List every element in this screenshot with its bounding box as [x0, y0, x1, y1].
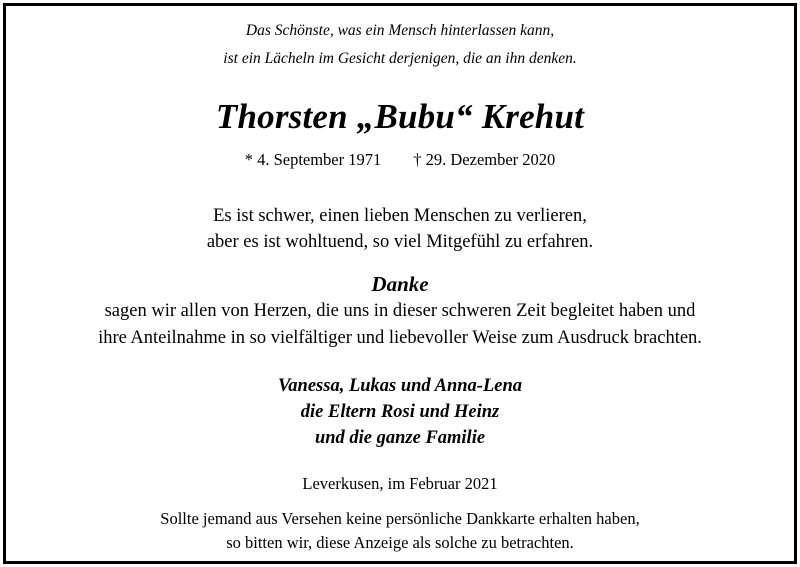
family-line-1: Vanessa, Lukas und Anna-Lena [278, 376, 522, 396]
motto-line-1: Das Schönste, was ein Mensch hinterlassen kann, [245, 22, 555, 39]
family-line-3: und die ganze Familie [314, 428, 486, 448]
death-date: † 29. Dezember 2020 [413, 150, 556, 169]
danke-heading: Danke [371, 272, 429, 296]
motto-line-2: ist ein Lächeln im Gesicht derjenigen, die an ihn denken. [223, 50, 577, 67]
obituary-card [3, 3, 797, 564]
note-line-2: so bitten wir, diese Anzeige als solche zu betrachten. [226, 533, 574, 552]
birth-date: * 4. September 1971 [244, 150, 382, 169]
deceased-name: Thorsten „Bubu“ Krehut [215, 97, 585, 136]
note-line-1: Sollte jemand aus Versehen keine persönliche Dankkarte erhalten haben, [160, 509, 640, 528]
message-line-2: aber es ist wohltuend, so viel Mitgefühl zu erfahren. [206, 232, 594, 252]
place-date: Leverkusen, im Februar 2021 [302, 474, 498, 493]
danke-text-line-1: sagen wir allen von Herzen, die uns in dieser schweren Zeit begleitet haben und [104, 301, 696, 321]
message-line-1: Es ist schwer, einen lieben Menschen zu verlieren, [213, 206, 587, 226]
family-line-2: die Eltern Rosi und Heinz [300, 402, 500, 422]
danke-text-line-2: ihre Anteilnahme in so vielfältiger und liebevoller Weise zum Ausdruck brachten. [98, 328, 702, 348]
life-dates [6, 150, 794, 170]
